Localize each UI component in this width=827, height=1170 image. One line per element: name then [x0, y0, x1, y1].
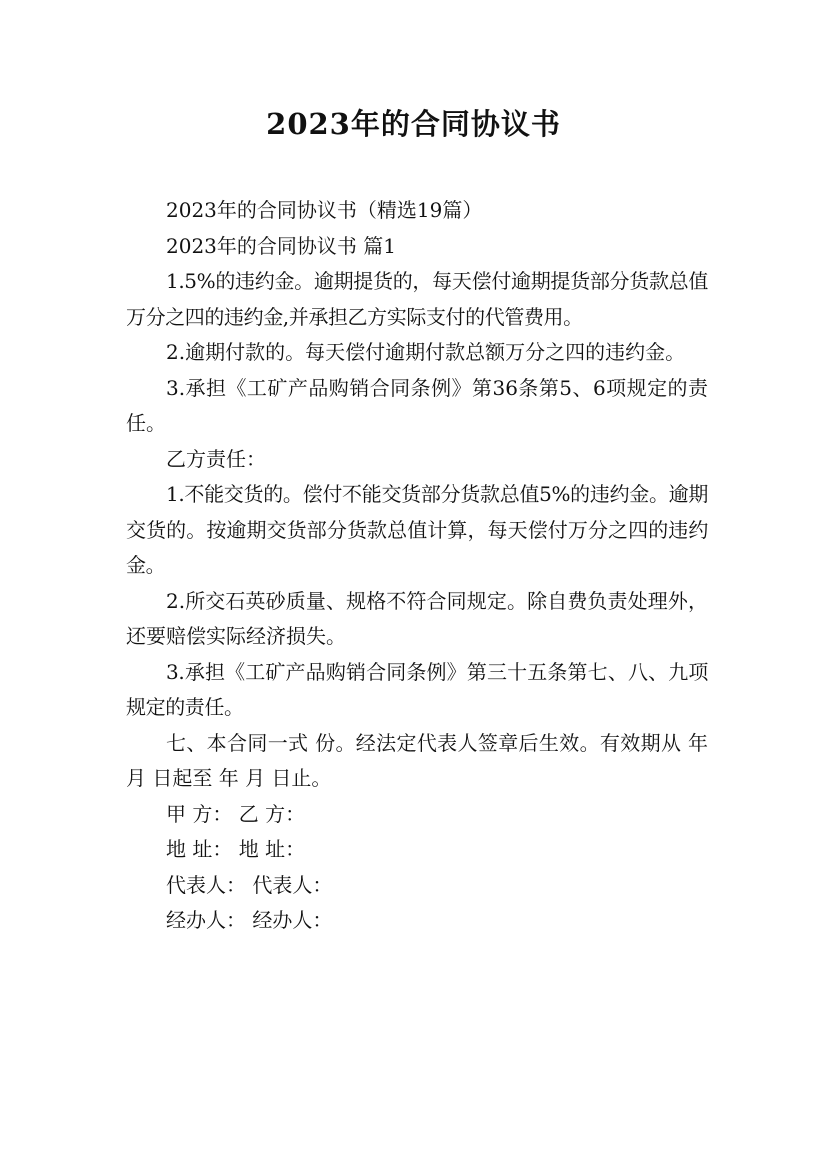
paragraph-clause-2: 2.逾期付款的。每天偿付逾期付款总额万分之四的违约金。 [166, 340, 686, 364]
paragraph-clause-1: 1.5%的违约金。逾期提货的，每天偿付逾期提货部分货款总值万分之四的违约金,并承担乙方实际支付的代管费用。 [126, 269, 708, 329]
document-title: 2023年的合同协议书 [266, 107, 561, 141]
paragraph-clause-3: 3.承担《工矿产品购销合同条例》第36条第5、6项规定的责任。 [126, 375, 708, 435]
signature-line-party: 甲 方： 乙 方： [166, 801, 306, 826]
paragraph-party-b-clause-2: 2.所交石英砂质量、规格不符合同规定。除自费负责处理外，还要赔偿实际经济损失。 [126, 588, 708, 648]
paragraph-party-b-clause-1: 1.不能交货的。偿付不能交货部分货款总值5%的违约金。逾期交货的。按逾期交货部分货款总值计算，每天偿付万分之四的违约金。 [126, 482, 708, 577]
paragraph-subtitle: 2023年的合同协议书（精选19篇） [166, 198, 483, 222]
paragraph-party-b-clause-3: 3.承担《工矿产品购销合同条例》第三十五条第七、八、九项规定的责任。 [126, 659, 708, 719]
document-body [126, 193, 715, 939]
paragraph-party-b-heading: 乙方责任： [166, 446, 266, 471]
paragraph-validity: 七、本合同一式 份。经法定代表人签章后生效。有效期从 年 月 日起至 年 月 日止。 [126, 730, 715, 790]
signature-line-representative: 代表人： 代表人： [166, 872, 333, 897]
signature-line-handler: 经办人： 经办人： [166, 908, 333, 932]
signature-line-address: 地 址： 地 址： [166, 837, 306, 861]
paragraph-section-heading: 2023年的合同协议书 篇1 [166, 233, 396, 258]
